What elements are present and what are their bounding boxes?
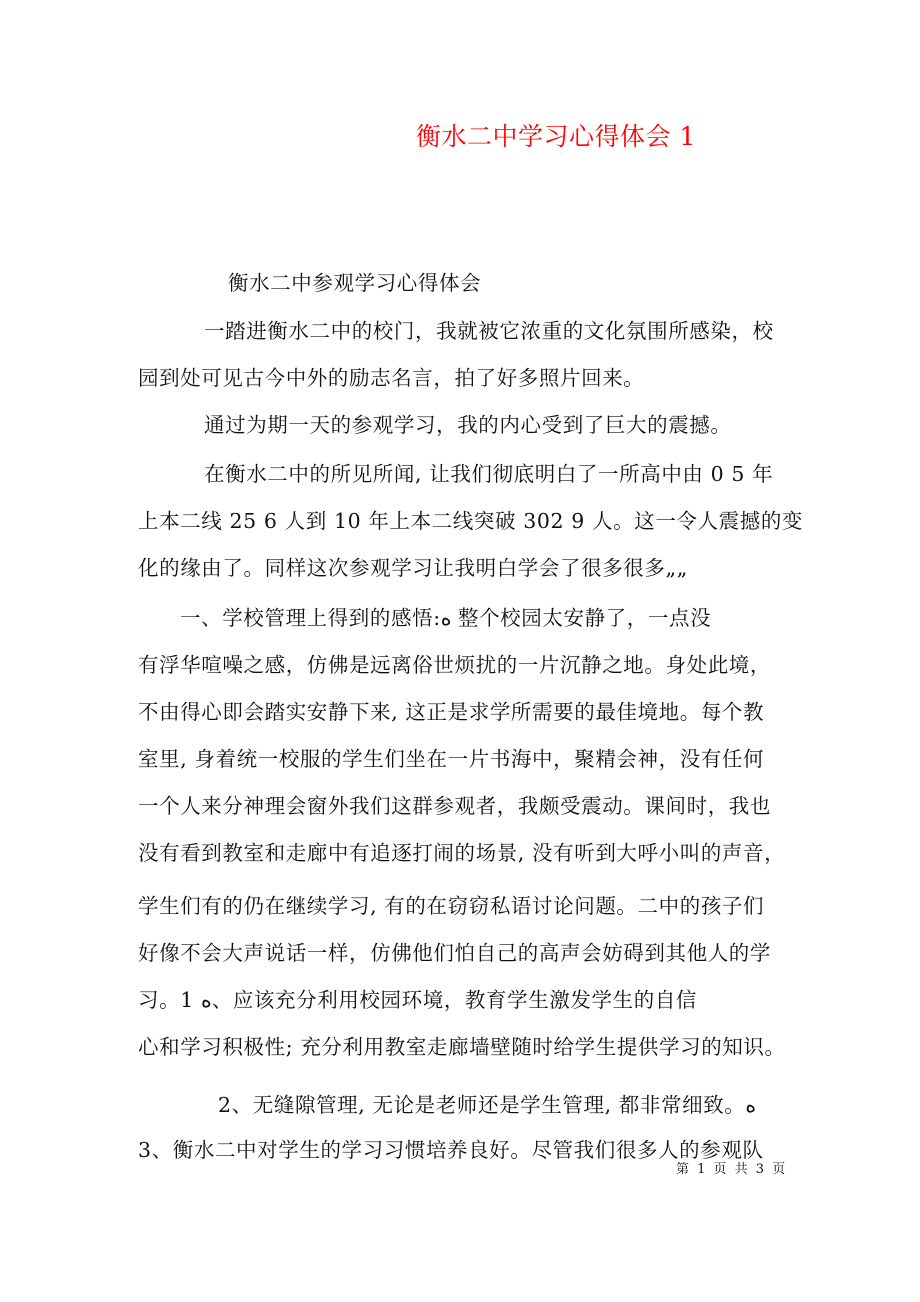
paragraph-line: 园到处可见古今中外的励志名言，拍了好多照片回来。 (138, 366, 645, 390)
paragraph-line: 化的缘由了。同样这次参观学习让我明白学会了很多很多„„ (138, 556, 688, 580)
page-number-footer: 第 1 页 共 3 页 (676, 1162, 788, 1177)
paragraph-line: 心和学习积极性; 充分利用教室走廊墙壁随时给学生提供学习的知识。 (138, 1035, 786, 1059)
paragraph-line: 3、衡水二中对学生的学习习惯培养良好。尽管我们很多人的参观队 (138, 1138, 764, 1162)
paragraph-line: 一踏进衡水二中的校门，我就被它浓重的文化氛围所感染，校 (204, 319, 774, 343)
paragraph-line: 通过为期一天的参观学习，我的内心受到了巨大的震撼。 (204, 413, 732, 437)
document-title: 衡水二中学习心得体会 1 (416, 122, 696, 151)
paragraph-line: 习。1 ﻩ、应该充分利用校园环境，教育学生激发学生的自信 (138, 988, 698, 1012)
paragraph-line: 一个人来分神理会窗外我们这群参观者，我颇受震动。课间时，我也 (138, 794, 771, 818)
paragraph-line: 一、学校管理上得到的感悟:ﻩ 整个校园太安静了，一点没 (180, 606, 712, 630)
paragraph-line: 没有看到教室和走廊中有追逐打闹的场景, 没有听到大呼小叫的声音， (138, 841, 786, 865)
paragraph-line: 上本二线 25 6 人到 10 年上本二线突破 302 9 人。这一令人震撼的变 (138, 509, 804, 533)
paragraph-line: 不由得心即会踏实安静下来, 这正是求学所需要的最佳境地。每个教 (138, 700, 765, 724)
document-subtitle: 衡水二中参观学习心得体会 (228, 271, 482, 295)
paragraph-line: 室里, 身着统一校服的学生们坐在一片书海中，聚精会神，没有任何 (138, 747, 765, 771)
paragraph-line: 在衡水二中的所见所闻, 让我们彻底明白了一所高中由 0 5 年 (204, 462, 774, 486)
paragraph-line: 有浮华喧噪之感，仿佛是远离俗世烦扰的一片沉静之地。身处此境， (138, 653, 771, 677)
paragraph-line: 学生们有的仍在继续学习, 有的在窃窃私语讨论问题。二中的孩子们 (138, 894, 765, 918)
paragraph-line: 2、无缝隙管理, 无论是老师还是学生管理, 都非常细致。ﻩ (218, 1093, 757, 1117)
paragraph-line: 好像不会大声说话一样，仿佛他们怕自己的高声会妨碍到其他人的学 (138, 941, 771, 965)
